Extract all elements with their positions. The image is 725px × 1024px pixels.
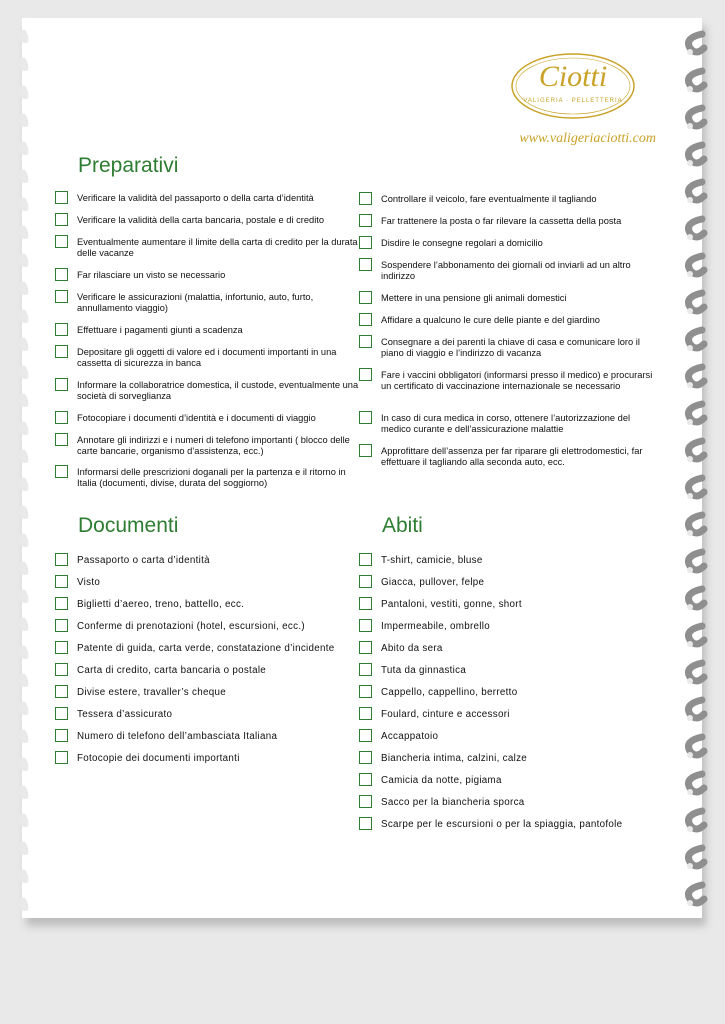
checklist-item-label: Conferme di prenotazioni (hotel, escursioni, ecc.) xyxy=(77,621,305,632)
perforation-notch xyxy=(19,58,28,72)
checkbox[interactable] xyxy=(55,268,68,281)
perforation-notch xyxy=(19,702,28,716)
checklist-item-label: Controllare il veicolo, fare eventualmente il tagliando xyxy=(381,194,597,204)
checkbox[interactable] xyxy=(55,465,68,478)
spiral-hole xyxy=(687,308,693,314)
perforation-notch xyxy=(19,870,28,884)
checklist-item-label: Numero di telefono dell’ambasciata Italiana xyxy=(77,731,278,742)
perforation-notch xyxy=(19,254,28,268)
checkbox[interactable] xyxy=(359,313,372,326)
checkbox[interactable] xyxy=(359,663,372,676)
checklist-item-label: Giacca, pullover, felpe xyxy=(381,577,485,588)
perforation-notch xyxy=(19,478,28,492)
checkbox[interactable] xyxy=(359,773,372,786)
checkbox[interactable] xyxy=(359,291,372,304)
checkbox[interactable] xyxy=(55,323,68,336)
checkbox[interactable] xyxy=(55,619,68,632)
checklist-item-label: Consegnare a dei parenti la chiave di casa e comunicare loro il piano di viaggio e l’indirizzo di vacanza xyxy=(381,337,640,358)
checkbox[interactable] xyxy=(359,641,372,654)
checkbox[interactable] xyxy=(359,575,372,588)
checkbox[interactable] xyxy=(359,795,372,808)
spiral-hole xyxy=(687,456,693,462)
spiral-hole xyxy=(687,567,693,573)
spiral-hole xyxy=(687,493,693,499)
checklist-item-label: Far trattenere la posta o far rilevare la cassetta della posta xyxy=(381,216,622,226)
checklist-item-label: Impermeabile, ombrello xyxy=(381,621,490,632)
checklist-item-label: Affidare a qualcuno le cure delle piante e del giardino xyxy=(381,315,600,325)
checklist-item-label: Abito da sera xyxy=(381,643,443,654)
perforation-notch xyxy=(19,198,28,212)
checkbox[interactable] xyxy=(55,729,68,742)
checkbox[interactable] xyxy=(55,213,68,226)
checkbox[interactable] xyxy=(55,751,68,764)
checkbox[interactable] xyxy=(55,235,68,248)
brand-name: Ciotti xyxy=(538,60,608,93)
checklist-item-label: Approfittare dell’assenza per far riparare gli elettrodomestici, far effettuare il tagliando alla seconda auto, ecc. xyxy=(381,446,643,467)
checkbox[interactable] xyxy=(55,411,68,424)
checklist-item-label: Far rilasciare un visto se necessario xyxy=(77,270,226,280)
perforation-notch xyxy=(19,170,28,184)
perforation-notch xyxy=(19,506,28,520)
checklist-item-label: T-shirt, camicie, bluse xyxy=(381,555,483,566)
checklist-item-label: Pantaloni, vestiti, gonne, short xyxy=(381,599,522,610)
checklist-item-label: Depositare gli oggetti di valore ed i documenti importanti in una cassetta di sicurezza in banca xyxy=(77,347,337,368)
checkbox[interactable] xyxy=(359,707,372,720)
perforation-notch xyxy=(19,842,28,856)
checkbox[interactable] xyxy=(55,345,68,358)
checkbox[interactable] xyxy=(55,597,68,610)
checklist-item-label: Biancheria intima, calzini, calze xyxy=(381,753,528,764)
perforation-notch xyxy=(19,422,28,436)
spiral-hole xyxy=(687,715,693,721)
left-perforated-edge xyxy=(19,30,28,912)
checkbox[interactable] xyxy=(359,553,372,566)
checklist-item-label: Biglietti d’aereo, treno, battello, ecc. xyxy=(77,599,245,610)
spiral-hole xyxy=(687,123,693,129)
spiral-hole xyxy=(687,86,693,92)
section-title-abiti: Abiti xyxy=(382,514,423,537)
checkbox[interactable] xyxy=(359,685,372,698)
spiral-hole xyxy=(687,678,693,684)
perforation-notch xyxy=(19,394,28,408)
spiral-hole xyxy=(687,271,693,277)
spiral-hole xyxy=(687,160,693,166)
checkbox[interactable] xyxy=(359,258,372,271)
checkbox[interactable] xyxy=(55,378,68,391)
checklist-item-label: In caso di cura medica in corso, ottenere l’autorizzazione del medico curante e dell’assicurazione malattie xyxy=(381,413,631,434)
checkbox[interactable] xyxy=(55,575,68,588)
checkbox[interactable] xyxy=(55,553,68,566)
checklist-item-label: Tuta da ginnastica xyxy=(381,665,467,676)
checkbox[interactable] xyxy=(359,236,372,249)
checkbox[interactable] xyxy=(55,290,68,303)
checkbox[interactable] xyxy=(55,685,68,698)
checkbox[interactable] xyxy=(359,411,372,424)
checklist-item-label: Sacco per la biancheria sporca xyxy=(381,797,525,808)
perforation-notch xyxy=(19,338,28,352)
checkbox[interactable] xyxy=(359,444,372,457)
checklist-item-label: Verificare le assicurazioni (malattia, infortunio, auto, furto, annullamento viaggio) xyxy=(77,292,314,313)
ciotti-logo[interactable] xyxy=(510,52,636,120)
perforation-notch xyxy=(19,310,28,324)
checkbox[interactable] xyxy=(55,433,68,446)
checklist-item-label: Informarsi delle prescrizioni doganali per la partenza e il ritorno in Italia (documenti, divise, durata del soggiorno) xyxy=(77,467,346,488)
checkbox[interactable] xyxy=(359,597,372,610)
spiral-hole xyxy=(687,900,693,906)
perforation-notch xyxy=(19,814,28,828)
brand-subtitle: VALIGERIA · PELLETTERIA xyxy=(523,98,623,104)
spiral-hole xyxy=(687,641,693,647)
spiral-hole xyxy=(687,604,693,610)
checklist-item-label: Verificare la validità del passaporto o della carta d’identità xyxy=(77,193,314,203)
checkbox[interactable] xyxy=(359,214,372,227)
section-title-preparativi: Preparativi xyxy=(78,154,179,177)
perforation-notch xyxy=(19,562,28,576)
spiral-hole xyxy=(687,49,693,55)
checklist-item-label: Visto xyxy=(77,577,101,588)
perforation-notch xyxy=(19,786,28,800)
checklist-item-label: Eventualmente aumentare il limite della carta di credito per la durata delle vacanze xyxy=(77,237,358,258)
checklist-item-label: Scarpe per le escursioni o per la spiaggia, pantofole xyxy=(381,819,623,830)
checkbox[interactable] xyxy=(359,335,372,348)
perforation-notch xyxy=(19,758,28,772)
perforation-notch xyxy=(19,590,28,604)
perforation-notch xyxy=(19,30,28,44)
spiral-hole xyxy=(687,530,693,536)
spiral-hole xyxy=(687,382,693,388)
checkbox[interactable] xyxy=(359,368,372,381)
right-spiral-edge xyxy=(687,34,704,906)
checklist-item-label: Patente di guida, carta verde, constatazione d’incidente xyxy=(77,643,335,654)
checklist-item-label: Disdire le consegne regolari a domicilio xyxy=(381,238,543,248)
checklist-item-label: Fotocopie dei documenti importanti xyxy=(77,753,240,764)
spiral-hole xyxy=(687,863,693,869)
checklist-item-label: Foulard, cinture e accessori xyxy=(381,709,510,720)
checkbox[interactable] xyxy=(359,619,372,632)
perforation-notch xyxy=(19,86,28,100)
perforation-notch xyxy=(19,730,28,744)
checkbox[interactable] xyxy=(55,707,68,720)
checklist-item-label: Fare i vaccini obbligatori (informarsi presso il medico) e procurarsi un certificato di vaccinazione internazionale se necessario xyxy=(381,370,653,391)
checkbox[interactable] xyxy=(359,192,372,205)
checkbox[interactable] xyxy=(55,663,68,676)
spiral-hole xyxy=(687,789,693,795)
checklist-item-label: Tessera d’assicurato xyxy=(77,709,173,720)
spiral-hole xyxy=(687,234,693,240)
spiral-hole xyxy=(687,345,693,351)
perforation-notch xyxy=(19,450,28,464)
perforation-notch xyxy=(19,674,28,688)
checklist-item-label: Annotare gli indirizzi e i numeri di telefono importanti ( blocco delle carte bancarie, organismo d’assistenza, ecc.) xyxy=(77,435,350,456)
checklist-item-label: Accappatoio xyxy=(381,731,439,742)
perforation-notch xyxy=(19,366,28,380)
spiral-hole xyxy=(687,752,693,758)
perforation-notch xyxy=(19,226,28,240)
checklist-item-label: Carta di credito, carta bancaria o postale xyxy=(77,665,267,676)
checkbox[interactable] xyxy=(55,641,68,654)
checkbox[interactable] xyxy=(359,751,372,764)
spiral-hole xyxy=(687,826,693,832)
checkbox[interactable] xyxy=(359,817,372,830)
website-link[interactable]: www.valigeriaciotti.com xyxy=(519,131,656,146)
checklist-item-label: Sospendere l’abbonamento dei giornali od inviarli ad un altro indirizzo xyxy=(381,260,631,281)
perforation-notch xyxy=(19,114,28,128)
checklist-item-label: Mettere in una pensione gli animali domestici xyxy=(381,293,567,303)
section-title-documenti: Documenti xyxy=(78,514,179,537)
checklist-item-label: Camicia da notte, pigiama xyxy=(381,775,502,786)
perforation-notch xyxy=(19,282,28,296)
checkbox[interactable] xyxy=(55,191,68,204)
checklist-item-label: Verificare la validità della carta bancaria, postale e di credito xyxy=(77,215,325,225)
checklist-item-label: Cappello, cappellino, berretto xyxy=(381,687,518,698)
perforation-notch xyxy=(19,534,28,548)
checklist-item-label: Passaporto o carta d’identità xyxy=(77,555,210,566)
perforation-notch xyxy=(19,646,28,660)
checklist-item-label: Divise estere, travaller’s cheque xyxy=(77,687,226,698)
spiral-hole xyxy=(687,419,693,425)
perforation-notch xyxy=(19,142,28,156)
checklist-item-label: Fotocopiare i documenti d’identità e i documenti di viaggio xyxy=(77,413,316,423)
checklist-item-label: Effettuare i pagamenti giunti a scadenza xyxy=(77,325,243,335)
checklist-item-label: Informare la collaboratrice domestica, il custode, eventualmente una società di sorveglianza xyxy=(77,380,359,401)
spiral-hole xyxy=(687,197,693,203)
perforation-notch xyxy=(19,618,28,632)
checkbox[interactable] xyxy=(359,729,372,742)
perforation-notch xyxy=(19,898,28,912)
